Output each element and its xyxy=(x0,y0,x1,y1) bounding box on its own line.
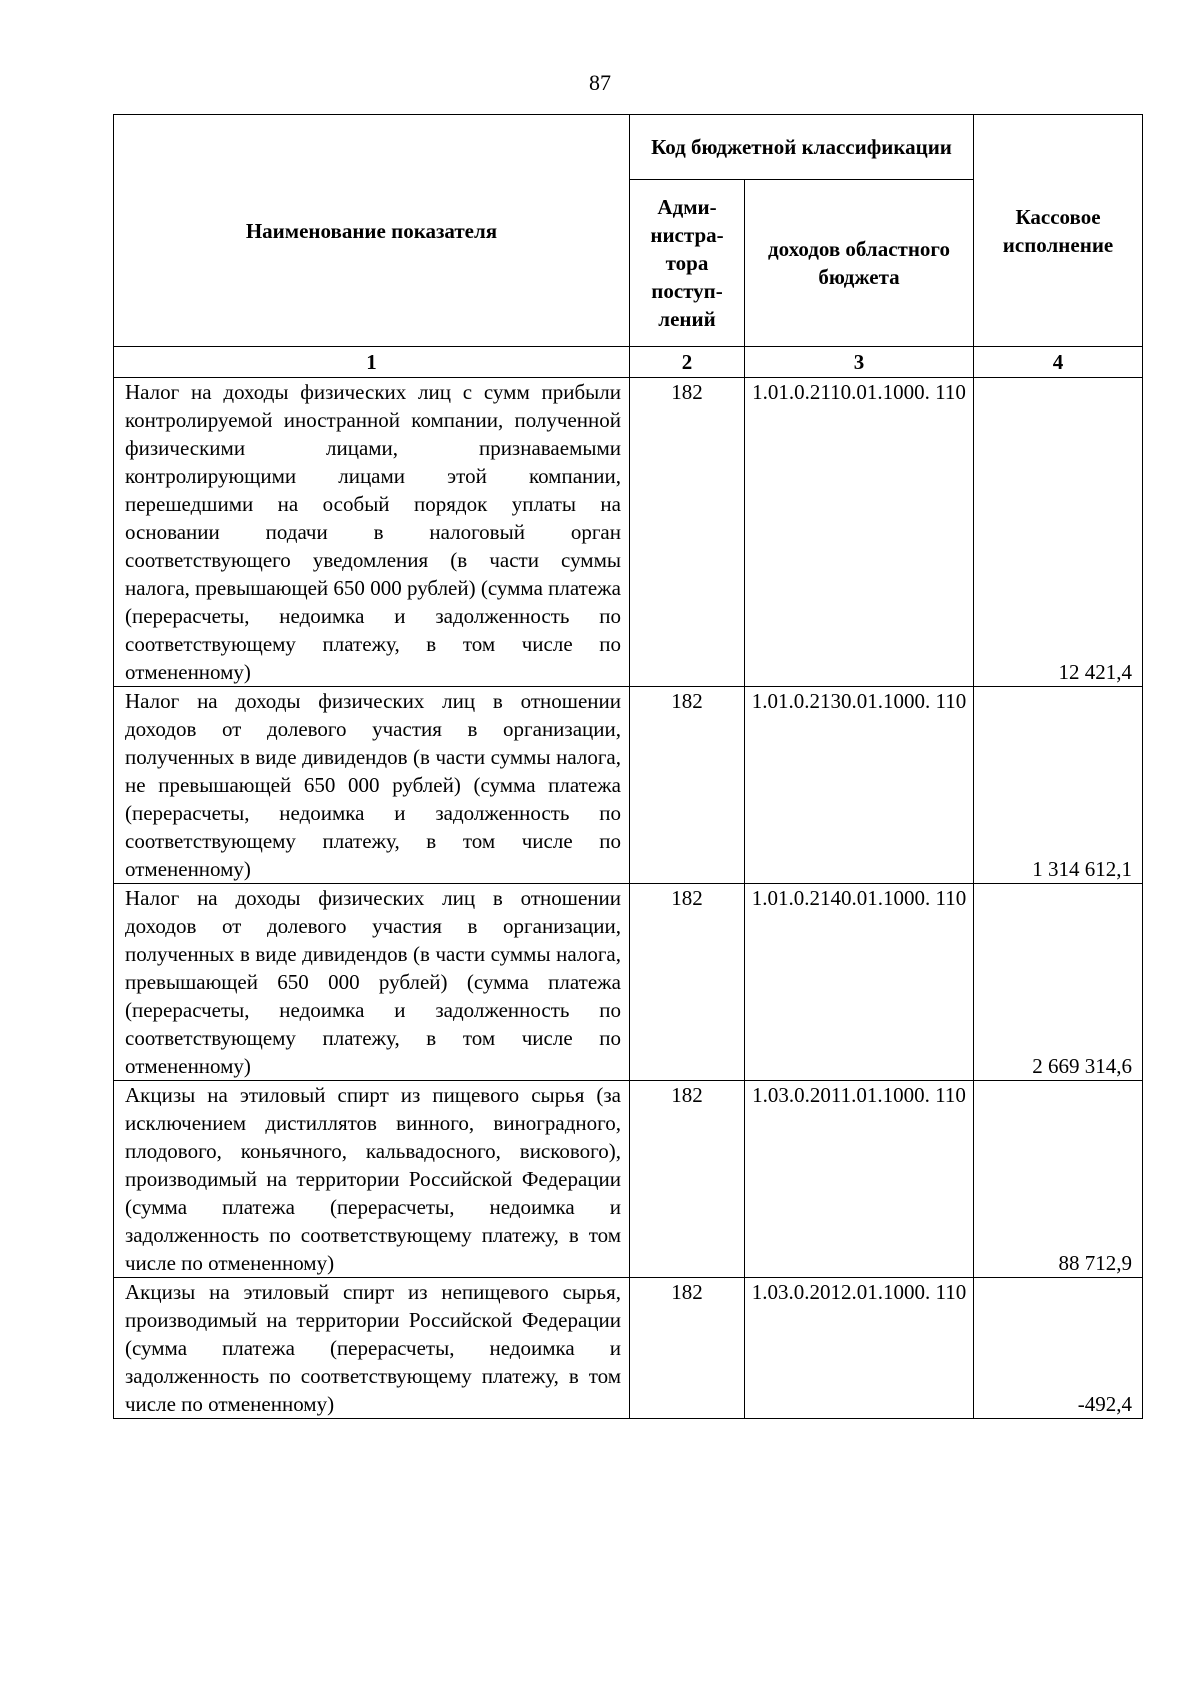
header-execution: Кассовое исполнение xyxy=(974,115,1143,347)
row-revenue-code: 1.01.0.2140.01.1000. 110 xyxy=(745,884,974,1081)
page-number: 87 xyxy=(589,70,611,95)
header-code-group: Код бюджетной классификации xyxy=(630,115,974,180)
row-admin-code: 182 xyxy=(630,687,745,884)
table-row xyxy=(114,378,1143,687)
row-admin-code: 182 xyxy=(630,1081,745,1278)
row-admin-code: 182 xyxy=(630,1278,745,1419)
row-amount: -492,4 xyxy=(974,1278,1143,1419)
col-number-4: 4 xyxy=(974,347,1143,378)
row-amount: 2 669 314,6 xyxy=(974,884,1143,1081)
row-name: Налог на доходы физических лиц в отношении доходов от долевого участия в организации, полученных в виде дивидендов (в части суммы налога, превышающей 650 000 рублей) (сумма платежа (перерасчеты, недоимка и задолженность по соответствующему платежу, в том числе по отмененному) xyxy=(114,884,630,1081)
table-row xyxy=(114,687,1143,884)
table-row xyxy=(114,1081,1143,1278)
row-amount: 12 421,4 xyxy=(974,378,1143,687)
row-admin-code: 182 xyxy=(630,884,745,1081)
row-name: Акцизы на этиловый спирт из непищевого сырья, производимый на территории Российской Федерации (сумма платежа (перерасчеты, недоимка и задолженность по соответствующему платежу, в том числе по отмененному) xyxy=(114,1278,630,1419)
revenue-table xyxy=(113,114,1143,1419)
row-amount: 88 712,9 xyxy=(974,1081,1143,1278)
row-revenue-code: 1.03.0.2011.01.1000. 110 xyxy=(745,1081,974,1278)
table-row xyxy=(114,884,1143,1081)
row-name: Налог на доходы физических лиц с сумм прибыли контролируемой иностранной компании, полученной физическими лицами, признаваемыми контролирующими лицами этой компании, перешедшими на особый порядок уплаты на основании подачи в налоговый орган соответствующего уведомления (в части суммы налога, превышающей 650 000 рублей) (сумма платежа (перерасчеты, недоимка и задолженность по соответствующему платежу, в том числе по отмененному) xyxy=(114,378,630,687)
row-admin-code: 182 xyxy=(630,378,745,687)
row-revenue-code: 1.03.0.2012.01.1000. 110 xyxy=(745,1278,974,1419)
row-revenue-code: 1.01.0.2110.01.1000. 110 xyxy=(745,378,974,687)
header-name: Наименование показателя xyxy=(114,115,630,347)
col-number-3: 3 xyxy=(745,347,974,378)
col-number-2: 2 xyxy=(630,347,745,378)
header-revenue: доходов областного бюджета xyxy=(745,180,974,347)
header-admin: Адми-нистра-тора поступ-лений xyxy=(630,180,745,347)
table-row xyxy=(114,1278,1143,1419)
row-name: Акцизы на этиловый спирт из пищевого сырья (за исключением дистиллятов винного, виноградного, плодового, коньячного, кальвадосного, вискового), производимый на территории Российской Федерации (сумма платежа (перерасчеты, недоимка и задолженность по соответствующему платежу, в том числе по отмененному) xyxy=(114,1081,630,1278)
row-revenue-code: 1.01.0.2130.01.1000. 110 xyxy=(745,687,974,884)
row-name: Налог на доходы физических лиц в отношении доходов от долевого участия в организации, полученных в виде дивидендов (в части суммы налога, не превышающей 650 000 рублей) (сумма платежа (перерасчеты, недоимка и задолженность по соответствующему платежу, в том числе по отмененному) xyxy=(114,687,630,884)
col-number-1: 1 xyxy=(114,347,630,378)
row-amount: 1 314 612,1 xyxy=(974,687,1143,884)
